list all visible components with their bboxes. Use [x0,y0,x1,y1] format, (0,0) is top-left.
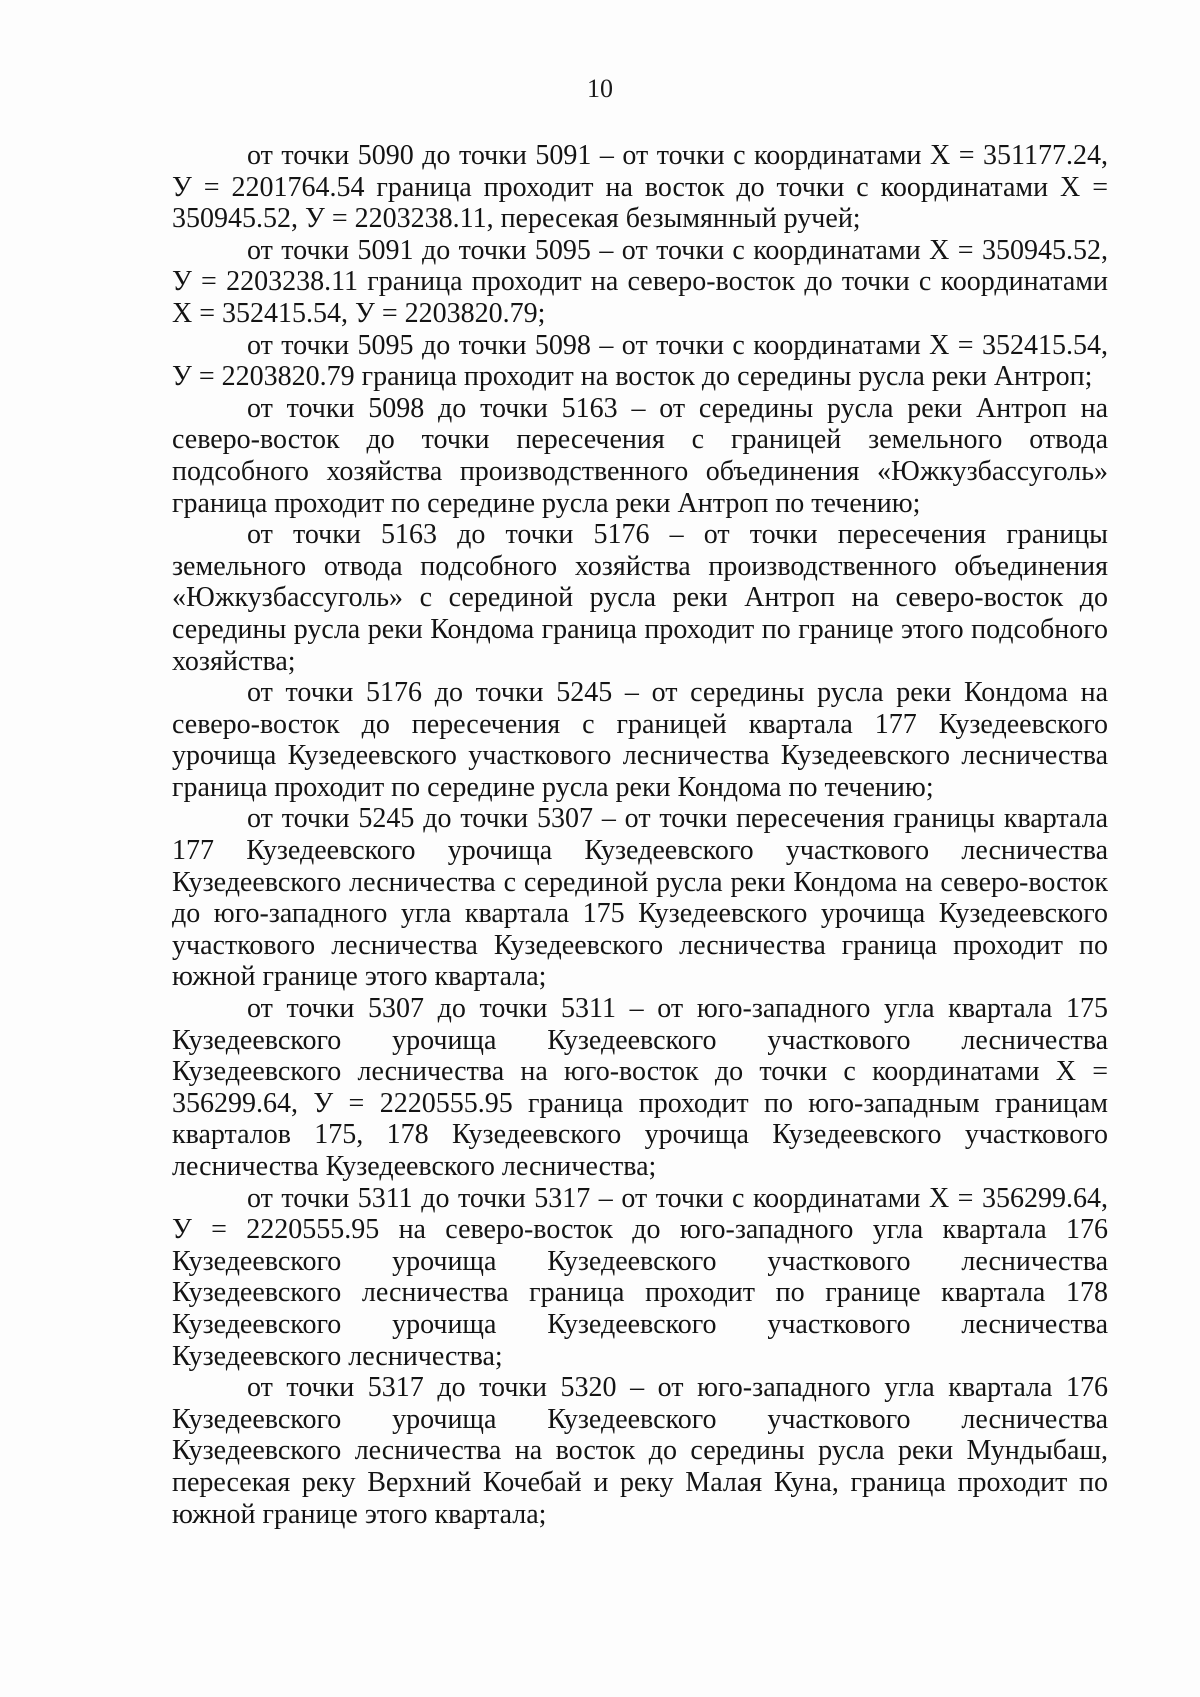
paragraph-5090-5091: от точки 5090 до точки 5091 – от точки с координатами Х = 351177.24, У = 2201764.54 граница проходит на восток до точки с координатами Х = 350945.52, У = 2203238.11, пересекая безымянный ручей; [172,140,1108,235]
paragraph-5307-5311: от точки 5307 до точки 5311 – от юго-западного угла квартала 175 Кузедеевского урочища Кузедеевского участкового лесничества Кузедеевского лесничества на юго-восток до точки с координатами Х = 356299.64, У = 2220555.95 граница проходит по юго-западным границам кварталов 175, 178 Кузедеевского урочища Кузедеевского участкового лесничества Кузедеевского лесничества; [172,993,1108,1182]
paragraph-5317-5320: от точки 5317 до точки 5320 – от юго-западного угла квартала 176 Кузедеевского урочища Кузедеевского участкового лесничества Кузедеевского лесничества на восток до середины русла реки Мундыбаш, пересекая реку Верхний Кочебай и реку Малая Куна, граница проходит по южной границе этого квартала; [172,1372,1108,1530]
paragraph-5245-5307: от точки 5245 до точки 5307 – от точки пересечения границы квартала 177 Кузедеевского урочища Кузедеевского участкового лесничества Кузедеевского лесничества с серединой русла реки Кондома на северо-восток до юго-западного угла квартала 175 Кузедеевского урочища Кузедеевского участкового лесничества Кузедеевского лесничества граница проходит по южной границе этого квартала; [172,803,1108,993]
paragraph-5091-5095: от точки 5091 до точки 5095 – от точки с координатами Х = 350945.52, У = 2203238.11 граница проходит на северо-восток до точки с координатами Х = 352415.54, У = 2203820.79; [172,234,1108,329]
paragraph-5311-5317: от точки 5311 до точки 5317 – от точки с координатами Х = 356299.64, У = 2220555.95 на северо-восток до юго-западного угла квартала 176 Кузедеевского урочища Кузедеевского участкового лесничества Кузедеевского лесничества граница проходит по границе квартала 178 Кузедеевского урочища Кузедеевского участкового лесничества Кузедеевского лесничества; [172,1182,1108,1372]
paragraph-5163-5176: от точки 5163 до точки 5176 – от точки пересечения границы земельного отвода подсобного хозяйства производственного объединения «Южкузбассуголь» с серединой русла реки Антроп на северо-восток до середины русла реки Кондома граница проходит по границе этого подсобного хозяйства; [172,519,1108,677]
paragraph-5176-5245: от точки 5176 до точки 5245 – от середины русла реки Кондома на северо-восток до пересечения с границей квартала 177 Кузедеевского урочища Кузедеевского участкового лесничества Кузедеевского лесничества граница проходит по середине русла реки Кондома по течению; [172,677,1108,803]
page-number: 10 [587,74,613,103]
paragraph-5098-5163: от точки 5098 до точки 5163 – от середины русла реки Антроп на северо-восток до точки пересечения с границей земельного отвода подсобного хозяйства производственного объединения «Южкузбассуголь» граница проходит по середине русла реки Антроп по течению; [172,392,1108,519]
paragraph-5095-5098: от точки 5095 до точки 5098 – от точки с координатами Х = 352415.54, У = 2203820.79 граница проходит на восток до середины русла реки Антроп; [172,329,1108,393]
document-body [172,140,1108,1530]
